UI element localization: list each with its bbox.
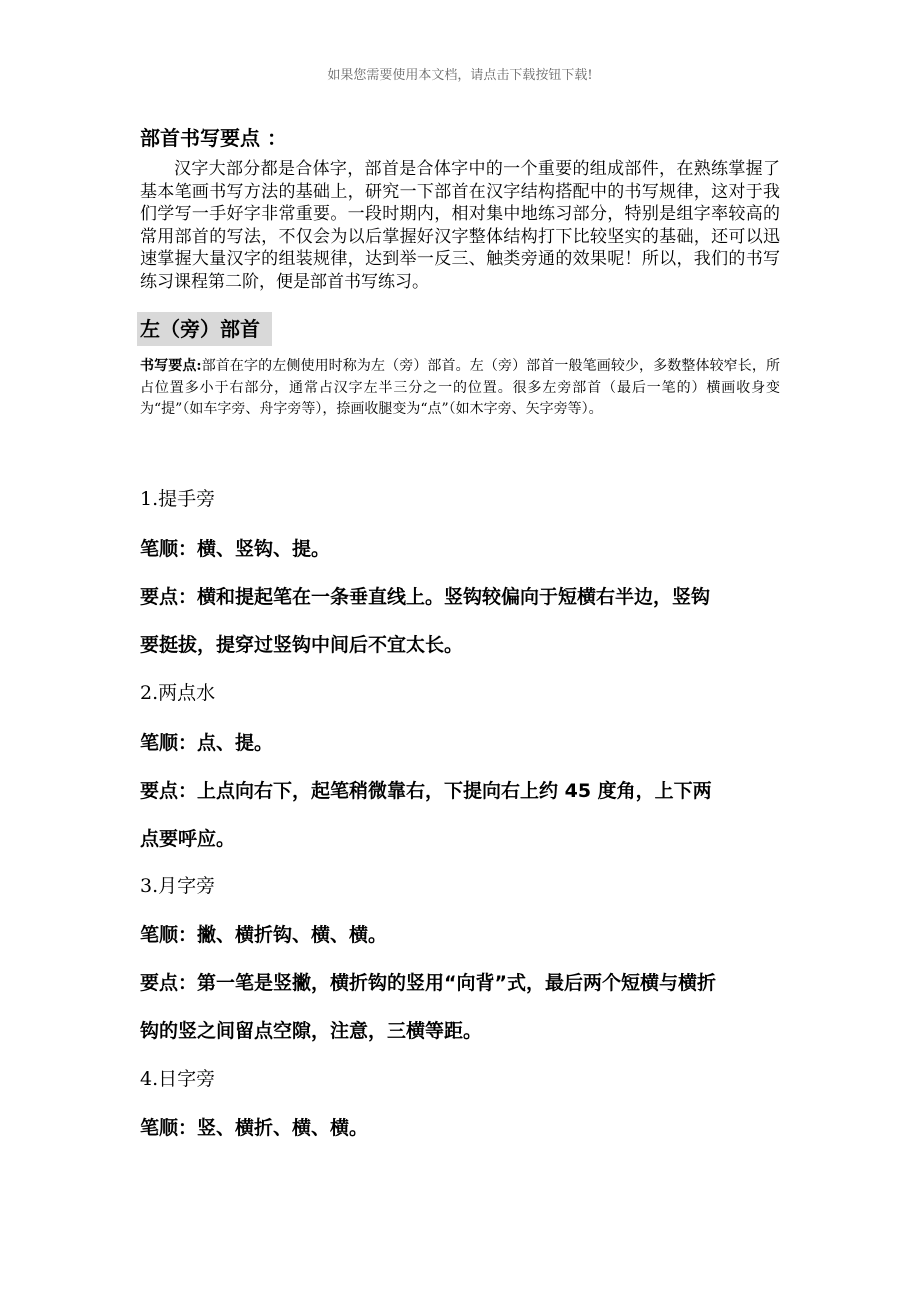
section-note — [140, 356, 780, 421]
key-points: 要点：第一笔是竖撇，横折钩的竖用“向背”式，最后两个短横与横折 — [140, 972, 716, 994]
stroke-order: 笔顺：撇、横折钩、横、横。 — [140, 924, 388, 946]
key-points-cont: 钩的竖之间留点空隙，注意，三横等距。 — [140, 1020, 483, 1042]
stroke-order: 笔顺：竖、横折、横、横。 — [140, 1117, 369, 1139]
page-title: 部首书写要点 ： — [140, 126, 287, 150]
intro-paragraph: 汉字大部分都是合体字，部首是合体字中的一个重要的组成部件，在熟练掌握了基本笔画书写方法的基础上，研究一下部首在汉字结构搭配中的书写规律，这对于我们学写一手好字非常重要。一段时期内，相对集中地练习部分，特别是组字率较高的常用部首的写法，不仅会为以后掌握好汉字整体结构打下比较坚实的基础，还可以迅速掌握大量汉字的组装规律，达到举一反三、触类旁通的效果呢！所以，我们的书写练习课程第二阶，便是部首书写练习。 — [140, 159, 780, 292]
key-points: 要点：上点向右下，起笔稍微靠右，下提向右上约 45 度角，上下两 — [140, 780, 712, 802]
section-heading: 左（旁）部首 — [137, 312, 272, 346]
item-title: 3.月字旁 — [140, 875, 216, 897]
item-title: 2.两点水 — [140, 682, 216, 704]
key-points-cont: 要挺拔，提穿过竖钩中间后不宜太长。 — [140, 634, 464, 656]
stroke-order: 笔顺：横、竖钩、提。 — [140, 538, 331, 560]
key-points: 要点：横和提起笔在一条垂直线上。竖钩较偏向于短横右半边，竖钩 — [140, 586, 711, 608]
stroke-order: 笔顺：点、提。 — [140, 732, 274, 754]
note-text: 部首在字的左侧使用时称为左（旁）部首。左（旁）部首一般笔画较少，多数整体较窄长，所占位置多小于右部分，通常占汉字左半三分之一的位置。很多左旁部首（最后一笔的）横画收身变为“提”（如车字旁、舟字旁等），捺画收腿变为“点”（如木字旁、矢字旁等）。 — [140, 358, 781, 417]
item-title: 1.提手旁 — [140, 488, 216, 510]
download-note: 如果您需要使用本文档，请点击下载按钮下载! — [327, 68, 593, 83]
note-label: 书写要点: — [140, 358, 202, 374]
key-points-cont: 点要呼应。 — [140, 828, 236, 850]
item-title: 4.日字旁 — [140, 1068, 216, 1090]
